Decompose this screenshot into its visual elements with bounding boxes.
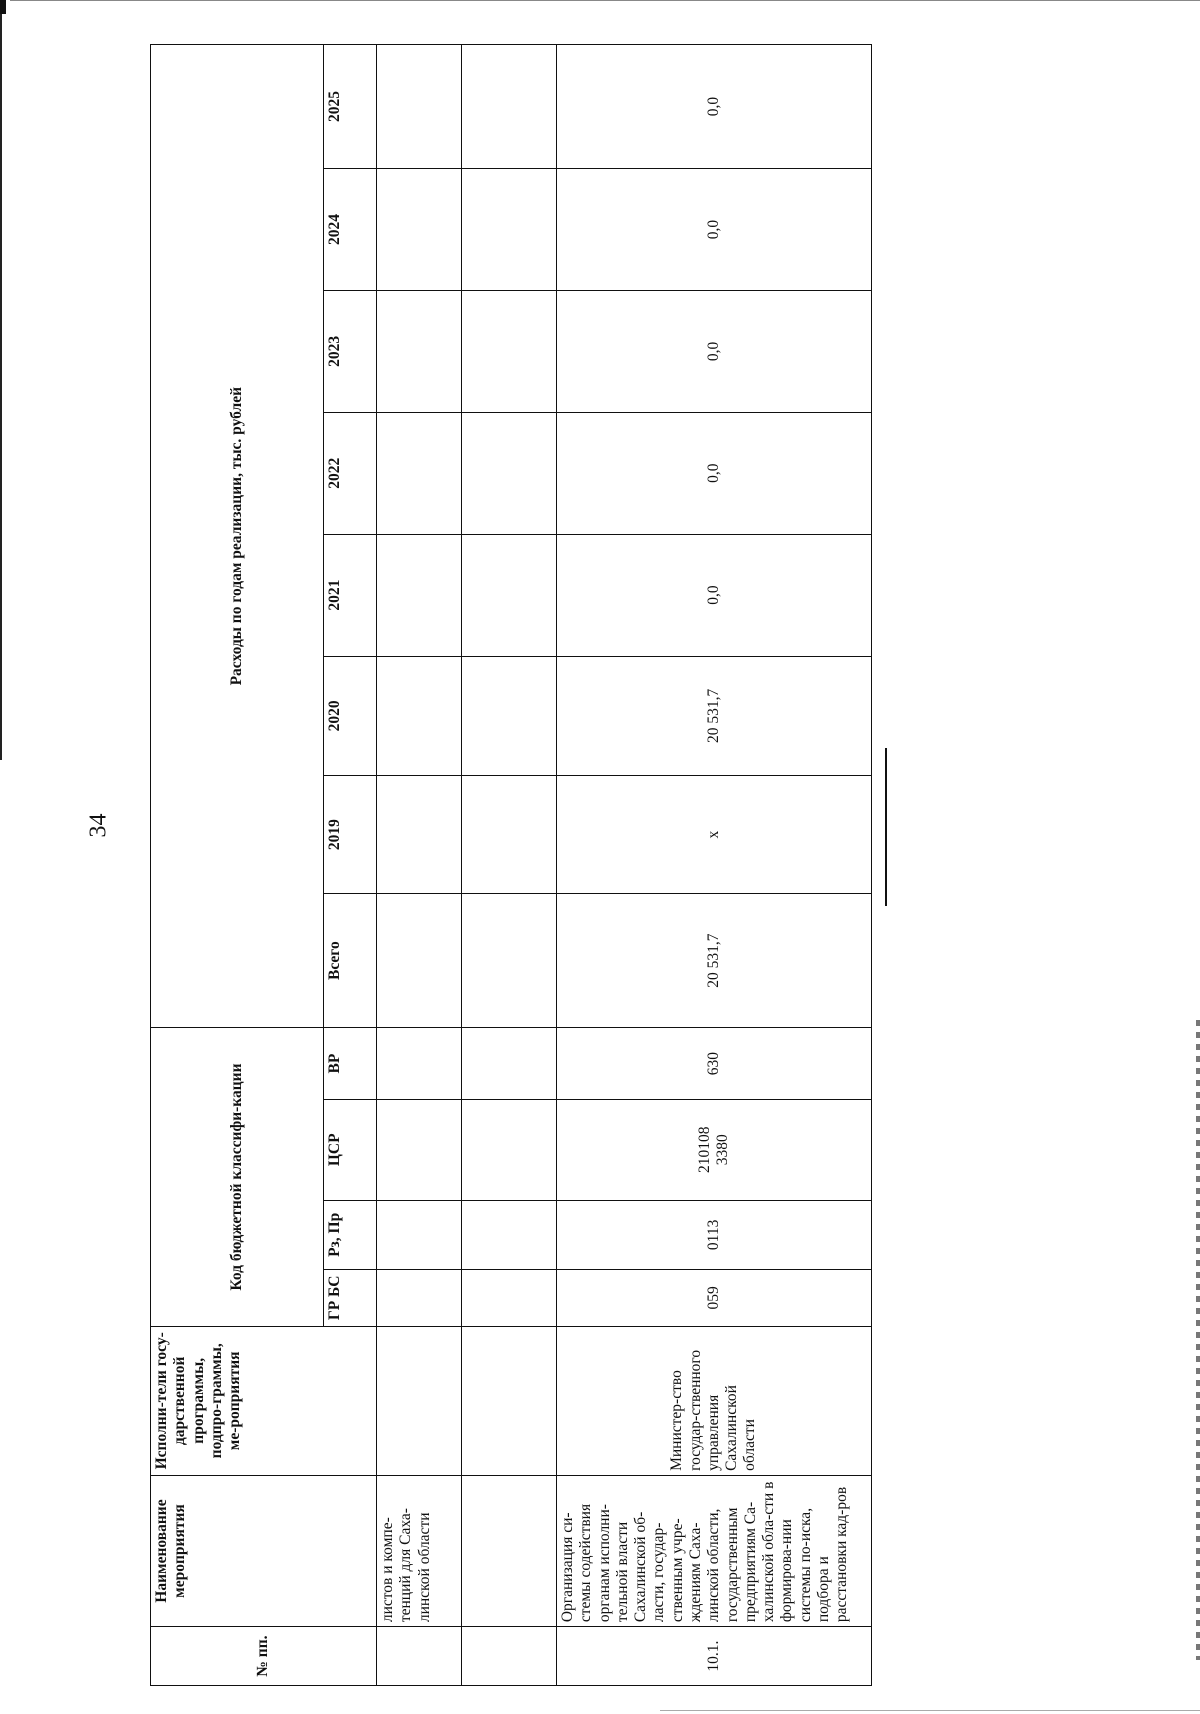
row-rzpr [377,1200,462,1269]
header-year: 2021 [324,534,377,656]
row-value [462,412,557,534]
row-rzpr: 0113 [557,1200,872,1269]
row-value: 0,0 [557,290,872,412]
row-value: 0,0 [557,412,872,534]
header-grbs: ГР БС [324,1270,377,1327]
row-value [377,290,462,412]
row-csr-line1: 210108 [695,1126,713,1174]
row-value: x [557,776,872,894]
row-value: 0,0 [557,45,872,169]
row-value: 0,0 [557,169,872,291]
row-value [377,169,462,291]
row-grbs: 059 [557,1270,872,1327]
row-name [462,1475,557,1626]
table-row [377,45,462,1686]
row-name: листов и компе-тенций для Саха-линской области [377,1475,462,1626]
row-csr [557,1099,872,1200]
budget-table [150,44,872,1686]
row-executor [377,1326,462,1475]
row-vr [377,1028,462,1099]
rotated-table-container [150,44,854,1686]
header-total: Всего [324,893,377,1027]
scan-edge-top [10,0,1200,1]
header-year: 2024 [324,169,377,291]
row-value: 0,0 [557,534,872,656]
row-value [462,169,557,291]
row-grbs [377,1270,462,1327]
row-value [377,656,462,776]
row-csr-line2: 3380 [714,1134,731,1166]
scan-bottom-line [660,1710,1200,1711]
header-rzpr: Рз, Пр [324,1200,377,1269]
header-executors: Исполни-тели госу-дарственной программы, подпро-граммы, ме-роприятия [151,1326,377,1475]
row-total: 20 531,7 [557,893,872,1027]
row-value [462,45,557,169]
row-value [377,45,462,169]
header-year: 2022 [324,412,377,534]
row-rzpr [462,1200,557,1269]
row-executor: Министер-ство государ-ственного управления Сахалинской области [557,1326,872,1475]
header-year: 2020 [324,656,377,776]
row-value [462,534,557,656]
table-row [462,45,557,1686]
row-executor [462,1326,557,1475]
row-number [462,1627,557,1686]
header-year: 2023 [324,290,377,412]
row-number: 10.1. [557,1627,872,1686]
row-vr [462,1028,557,1099]
row-name: Организация си-стемы содействия органам исполни-тельной власти Сахалинской об-ласти, государ-ственным учре-ждениям Саха-линской области, государственным предприятиям Са-халинской обла-сти в формирова-нии системы по-иска, подбора и расстановки кад-ров [557,1475,872,1626]
row-value [377,534,462,656]
scan-dashed-edge [1196,1020,1200,1660]
table-end-line [885,748,887,906]
row-value [462,290,557,412]
header-year: 2019 [324,776,377,894]
header-year: 2025 [324,45,377,169]
header-name: Наименование мероприятия [151,1475,377,1626]
row-csr [462,1099,557,1200]
row-grbs [462,1270,557,1327]
row-value [462,776,557,894]
row-number [377,1627,462,1686]
table-row [557,45,872,1686]
row-value [377,776,462,894]
row-vr: 630 [557,1028,872,1099]
row-value: 20 531,7 [557,656,872,776]
header-number: № пп. [151,1627,377,1686]
row-value [377,412,462,534]
row-csr [377,1099,462,1200]
row-value [462,656,557,776]
header-vr: ВР [324,1028,377,1099]
scan-edge [0,0,2,760]
row-total [377,893,462,1027]
scan-mark [0,0,6,14]
header-expenses: Расходы по годам реализации, тыс. рублей [151,45,324,1028]
row-total [462,893,557,1027]
header-csr: ЦСР [324,1099,377,1200]
page-number: 34 [85,813,112,838]
header-budget-code: Код бюджетной классифи-кации [151,1028,324,1326]
